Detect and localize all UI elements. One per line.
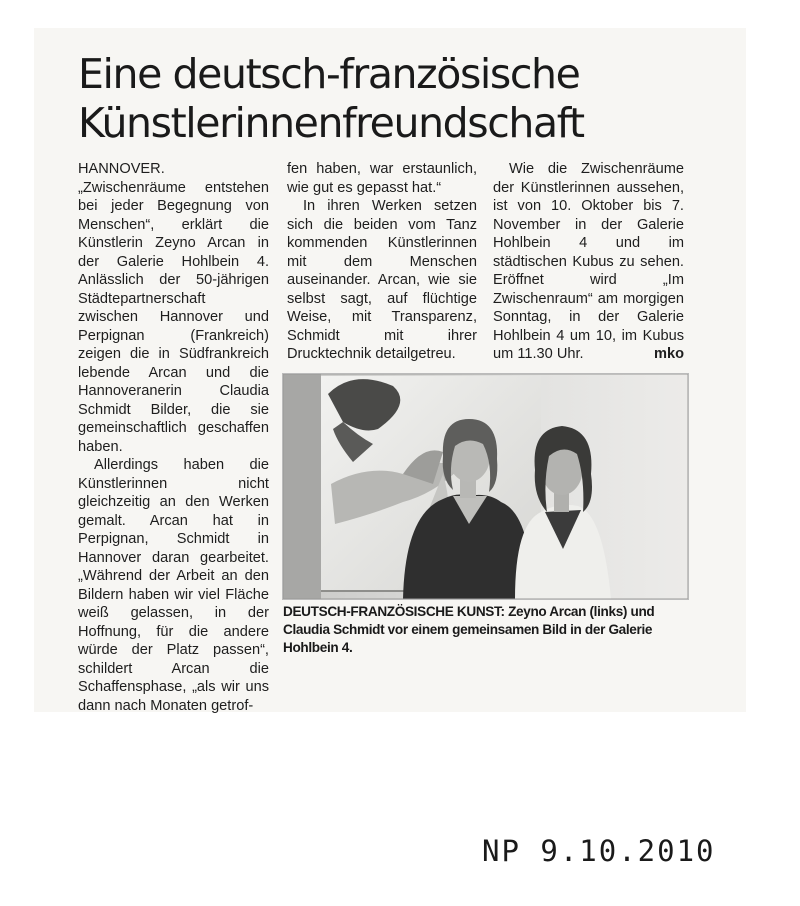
handwritten-date: NP 9.10.2010	[482, 834, 716, 868]
caption-text: Zeyno Arcan (links) und Claudia Schmidt vor einem gemeinsamen Bild in der Galerie Hohlbein 4.	[283, 604, 655, 655]
article-column-3	[493, 160, 684, 364]
handwritten-date-note	[482, 830, 722, 870]
paragraph-exhibition-text: Wie die Zwischenräume der Künstlerinnen aussehen, ist von 10. Oktober bis 7. November in der Galerie Hohlbein 4 und im städtischen Kubus zu sehen. Eröffnet wird „Im Zwischenraum“ am morgigen Sonntag, in der Galerie Hohlbein 4 um 10, im Kubus um 11.30 Uhr.	[493, 161, 684, 362]
paragraph-process: Allerdings haben die Künstlerinnen nicht gleichzeitig an den Werken gemalt. Arcan hat in Perpignan, Schmidt in Hannover daran gearbeitet. „Während der Arbeit an den Bildern haben wir viel Fläche weiß gelassen, in der Hoffnung, für die andere würde der Platz passen“, schildert Arcan die Schaffensphase, „als wir uns dann nach Monaten getrof-	[78, 457, 269, 714]
photo-caption	[283, 603, 688, 657]
article-headline	[78, 50, 718, 148]
paragraph-intro: HANNOVER. „Zwischenräume entstehen bei jeder Begegnung von Menschen“, erklärt die Künstlerin Zeyno Arcan in der Galerie Hohlbein 4. Anlässlich der 50-jährigen Städtepartnerschaft zwischen Hannover und Perpignan (Frankreich) zeigen die in Südfrankreich lebende Arcan und die Hannoveranerin Claudia Schmidt Bilder, die sie gemeinschaftlich geschaffen haben.	[78, 161, 269, 455]
article-photo	[282, 373, 689, 600]
article-column-1	[78, 160, 269, 715]
headline-line-1: Eine deutsch-französische	[78, 50, 580, 98]
author-initials: mko	[653, 346, 684, 362]
headline-line-2: Künstlerinnenfreundschaft	[78, 99, 584, 147]
caption-lead: DEUTSCH-FRANZÖSISCHE KUNST:	[283, 604, 505, 619]
paragraph-continuation: fen haben, war erstaunlich, wie gut es gepasst hat.“	[287, 161, 477, 196]
paragraph-works: In ihren Werken setzen sich die beiden vom Tanz kommenden Künstlerinnen mit dem Menschen auseinander. Arcan, wie sie selbst sagt, auf flüchtige Weise, mit Transparenz, Schmidt mit ihrer Drucktechnik detailgetreu.	[287, 198, 477, 362]
paragraph-exhibition	[493, 160, 684, 364]
article-column-2	[287, 160, 477, 364]
